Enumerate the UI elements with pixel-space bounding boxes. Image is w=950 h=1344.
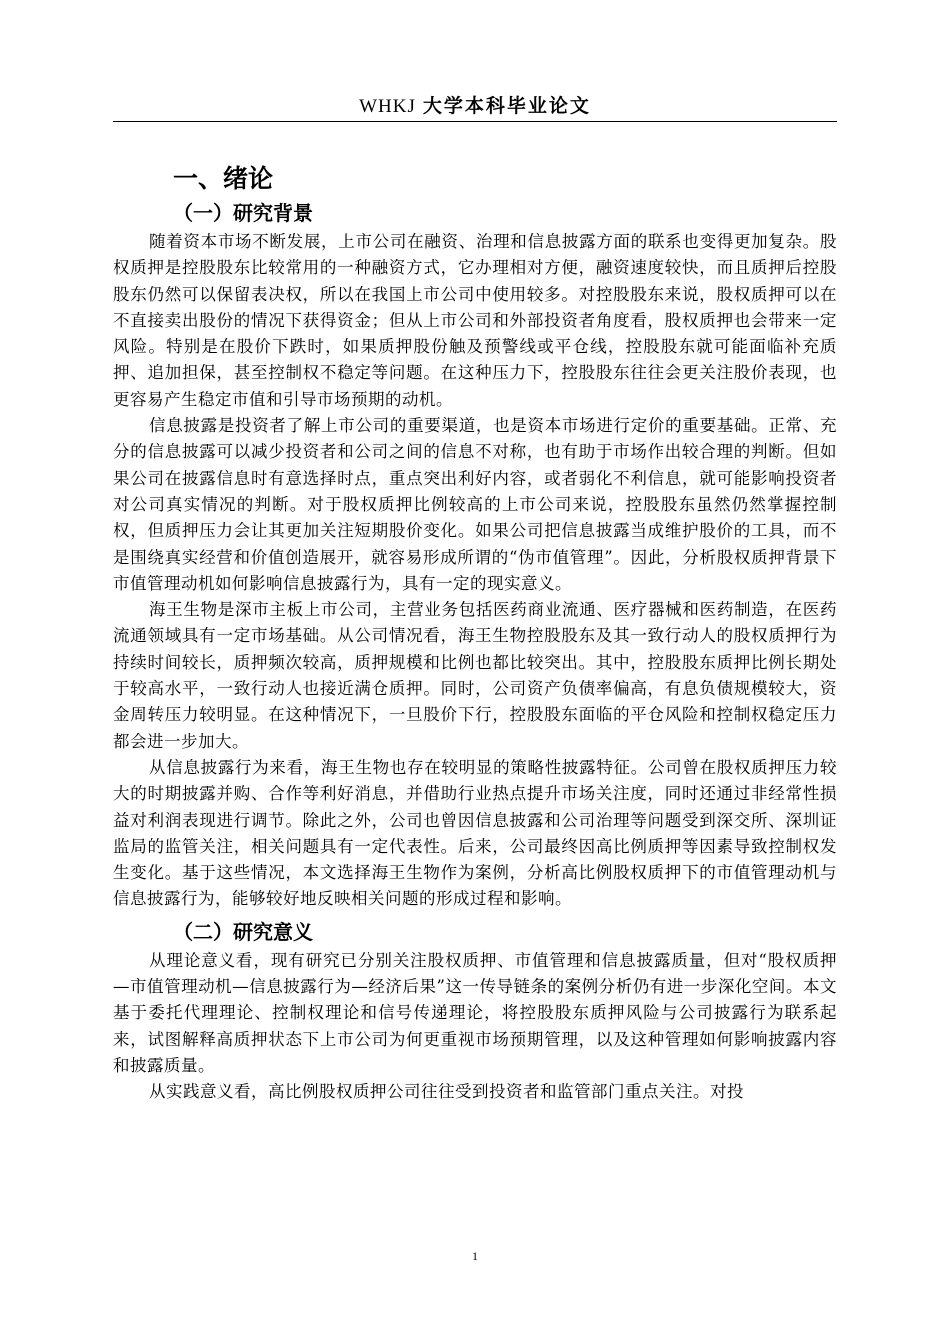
- page-number: 1: [472, 1249, 478, 1263]
- header-code: WHKJ: [359, 96, 416, 117]
- body-paragraph: 从实践意义看，高比例股权质押公司往往受到投资者和监管部门重点关注。对投: [149, 1082, 744, 1102]
- main-content: [113, 160, 837, 1106]
- section-title-significance: （二）研究意义: [173, 919, 313, 944]
- section-title-background: （一）研究背景: [173, 201, 313, 225]
- chapter-title: 一、绪论: [173, 164, 274, 193]
- body-paragraph: 随着资本市场不断发展，上市公司在融资、治理和信息披露方面的联系也变得更加复杂。股权质押是控股股东比较常用的一种融资方式，它办理相对方便，融资速度较快，而且质押后控股股东仍然可以保留表决权，所以在我国上市公司中使用较多。对控股股东来说，股权质押可以在不直接卖出股份的情况下获得资金；但从上市公司和外部投资者角度看，股权质押也会带来一定风险。特别是在股价下跌时，如果质押股份触及预警线或平仓线，控股股东就可能面临补充质押、追加担保，甚至控制权不稳定等问题。在这种压力下，控股股东往往会更关注股价表现，也更容易产生稳定市值和引导市场预期的动机。: [113, 232, 837, 409]
- body-paragraph: 信息披露是投资者了解上市公司的重要渠道，也是资本市场进行定价的重要基础。正常、充分的信息披露可以减少投资者和公司之间的信息不对称，也有助于市场作出较合理的判断。但如果公司在披露信息时有意选择时点，重点突出利好内容，或者弱化不利信息，就可能影响投资者对公司真实情况的判断。对于股权质押比例较高的上市公司来说，控股股东虽然仍然掌握控制权，但质押压力会让其更加关注短期股价变化。如果公司把信息披露当成维护股价的工具，而不是围绕真实经营和价值创造展开，就容易形成所谓的“伪市值管理”。因此，分析股权质押背景下市值管理动机如何影响信息披露行为，具有一定的现实意义。: [113, 416, 837, 593]
- body-paragraph: 海王生物是深市主板上市公司，主营业务包括医药商业流通、医疗器械和医药制造，在医药流通领域具有一定市场基础。从公司情况看，海王生物控股股东及其一致行动人的股权质押行为持续时间较长，质押频次较高，质押规模和比例也都比较突出。其中，控股股东质押比例长期处于较高水平，一致行动人也接近满仓质押。同时，公司资产负债率偏高，有息负债规模较大，资金周转压力较明显。在这种情况下，一旦股价下行，控股股东面临的平仓风险和控制权稳定压力都会进一步加大。: [113, 600, 837, 751]
- header-divider: [113, 121, 837, 122]
- header-title: 大学本科毕业论文: [422, 95, 591, 117]
- body-paragraph: 从理论意义看，现有研究已分别关注股权质押、市值管理和信息披露质量，但对“股权质押—市值管理动机—信息披露行为—经济后果”这一传导链条的案例分析仍有进一步深化空间。本文基于委托代理理论、控制权理论和信号传递理论，将控股股东质押风险与公司披露行为联系起来，试图解释高质押状态下上市公司为何更重视市场预期管理，以及这种管理如何影响披露内容和披露质量。: [113, 950, 837, 1075]
- running-header: [113, 94, 837, 119]
- body-paragraph: 从信息披露行为来看，海王生物也存在较明显的策略性披露特征。公司曾在股权质押压力较大的时期披露并购、合作等利好消息，并借助行业热点提升市场关注度，同时还通过非经常性损益对利润表现进行调节。除此之外，公司也曾因信息披露和公司治理等问题受到深交所、深圳证监局的监管关注，相关问题具有一定代表性。后来，公司最终因高比例质押等因素导致控制权发生变化。基于这些情况，本文选择海王生物作为案例，分析高比例股权质押下的市值管理动机与信息披露行为，能够较好地反映相关问题的形成过程和影响。: [113, 757, 837, 909]
